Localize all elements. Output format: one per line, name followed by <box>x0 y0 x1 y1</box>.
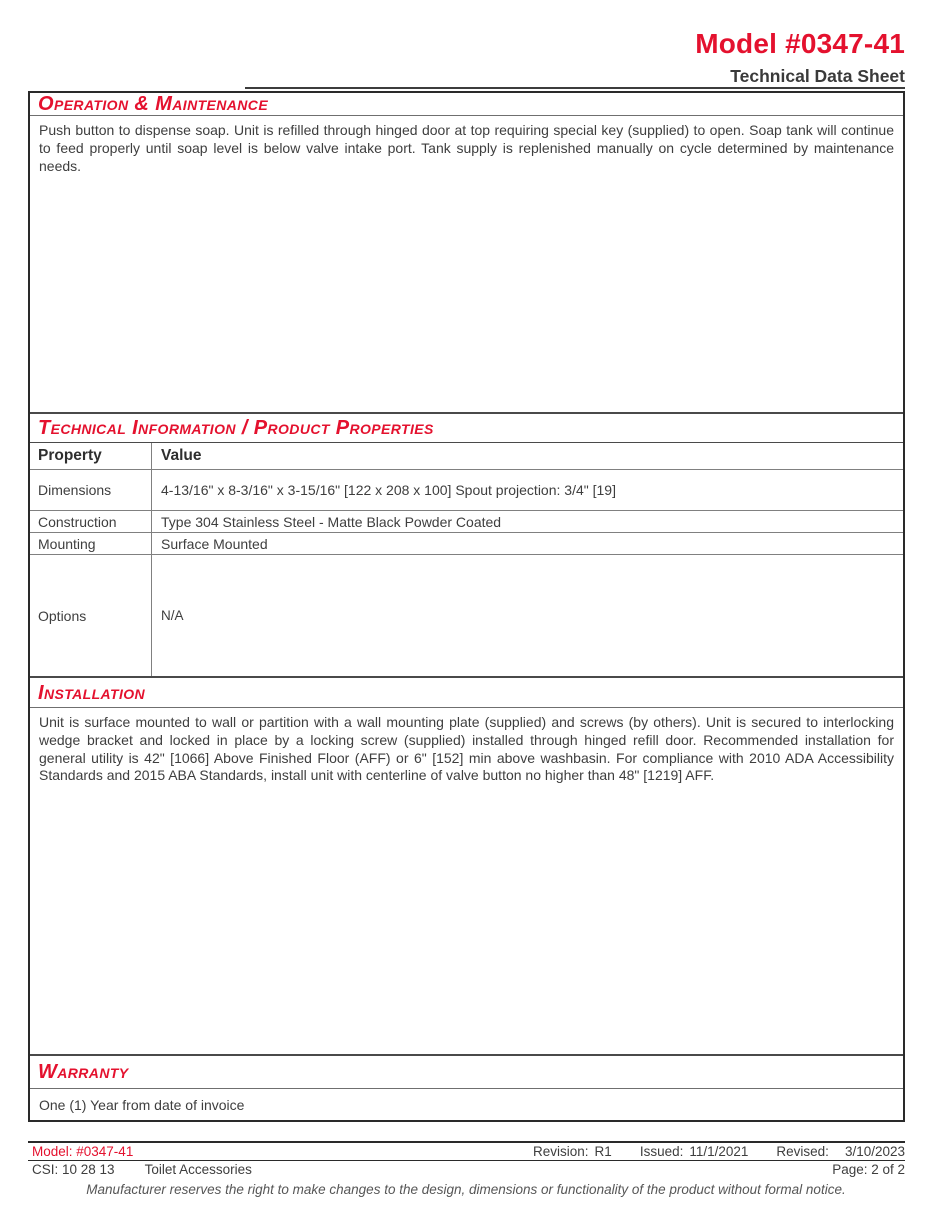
property-label-mounting: Mounting <box>30 533 152 554</box>
column-header-property: Property <box>30 443 152 469</box>
footer-category: Toilet Accessories <box>144 1162 252 1177</box>
footer-row-model <box>28 1144 905 1159</box>
property-label-dimensions: Dimensions <box>30 470 152 510</box>
column-header-value: Value <box>161 447 202 464</box>
technical-section-title: Technical Information / Product Properties <box>38 417 434 439</box>
footer-page-number: Page: 2 of 2 <box>832 1162 905 1177</box>
warranty-text: One (1) Year from date of invoice <box>39 1096 245 1113</box>
installation-section-title: Installation <box>38 681 146 704</box>
property-label-options: Options <box>30 555 152 676</box>
footer-revised <box>776 1144 905 1159</box>
property-value-options: N/A <box>161 608 184 623</box>
section-header-technical <box>30 414 903 443</box>
section-header-warranty <box>30 1056 903 1089</box>
footer-disclaimer: Manufacturer reserves the right to make changes to the design, dimensions or functionality of the product without formal notice. <box>86 1182 846 1197</box>
page-subtitle: Technical Data Sheet <box>730 66 905 86</box>
operation-text: Push button to dispense soap. Unit is refilled through hinged door at top requiring special key (supplied) to open. Soap tank will continue to feed properly until soap level is below valve intake port. Tank supply is replenished manually on cycle determined by maintenance needs. <box>39 122 894 174</box>
table-row <box>30 511 903 533</box>
page-title: Model #0347-41 <box>695 28 905 59</box>
section-body-installation <box>30 708 903 1056</box>
revision-label: Revision: <box>533 1144 589 1159</box>
content-box <box>28 91 905 1122</box>
revised-value: 3/10/2023 <box>844 1144 905 1159</box>
footer-row-csi <box>28 1162 905 1177</box>
property-value-mounting: Surface Mounted <box>161 535 268 552</box>
table-row <box>30 470 903 511</box>
issued-label: Issued: <box>639 1144 684 1159</box>
header-rule <box>245 87 905 89</box>
property-label-construction: Construction <box>30 511 152 532</box>
footer-revision <box>533 1144 612 1159</box>
section-header-operation <box>30 93 903 116</box>
operation-section-title: Operation & Maintenance <box>38 93 269 115</box>
section-header-installation <box>30 678 903 708</box>
warranty-section-title: Warranty <box>38 1061 129 1083</box>
revised-label: Revised: <box>776 1144 829 1159</box>
issued-value: 11/1/2021 <box>689 1144 749 1159</box>
properties-table <box>30 443 903 678</box>
footer-csi-group <box>28 1162 252 1177</box>
footer-model: Model: #0347-41 <box>32 1144 134 1159</box>
section-body-operation <box>30 116 903 414</box>
table-row <box>30 533 903 555</box>
table-row <box>30 555 903 678</box>
footer-rule-top <box>28 1141 905 1143</box>
footer-revision-group <box>505 1144 905 1159</box>
footer-rule-middle <box>28 1160 905 1161</box>
installation-text: Unit is surface mounted to wall or partition with a wall mounting plate (supplied) and screws (by others). Unit is secured to interlocking wedge bracket and locked in place by a locking screw (supplied) installed through hinged refill door. Recommended installation for general utility is 42" [1066] Above Finished Floor (AFF) or 6" [152] min above washbasin. For compliance with 2010 ADA Accessibility Standards and 2015 ABA Standards, install unit with centerline of valve button no higher than 48" [1219] AFF. <box>39 714 894 784</box>
property-value-construction: Type 304 Stainless Steel - Matte Black Powder Coated <box>161 513 502 530</box>
footer-issued <box>640 1144 749 1159</box>
property-value-dimensions: 4-13/16" x 8-3/16" x 3-15/16" [122 x 208 x 100] Spout projection: 3/4" [19] <box>161 482 616 498</box>
footer-csi: CSI: 10 28 13 <box>32 1162 115 1177</box>
revision-value: R1 <box>594 1144 612 1159</box>
table-header-row <box>30 443 903 470</box>
